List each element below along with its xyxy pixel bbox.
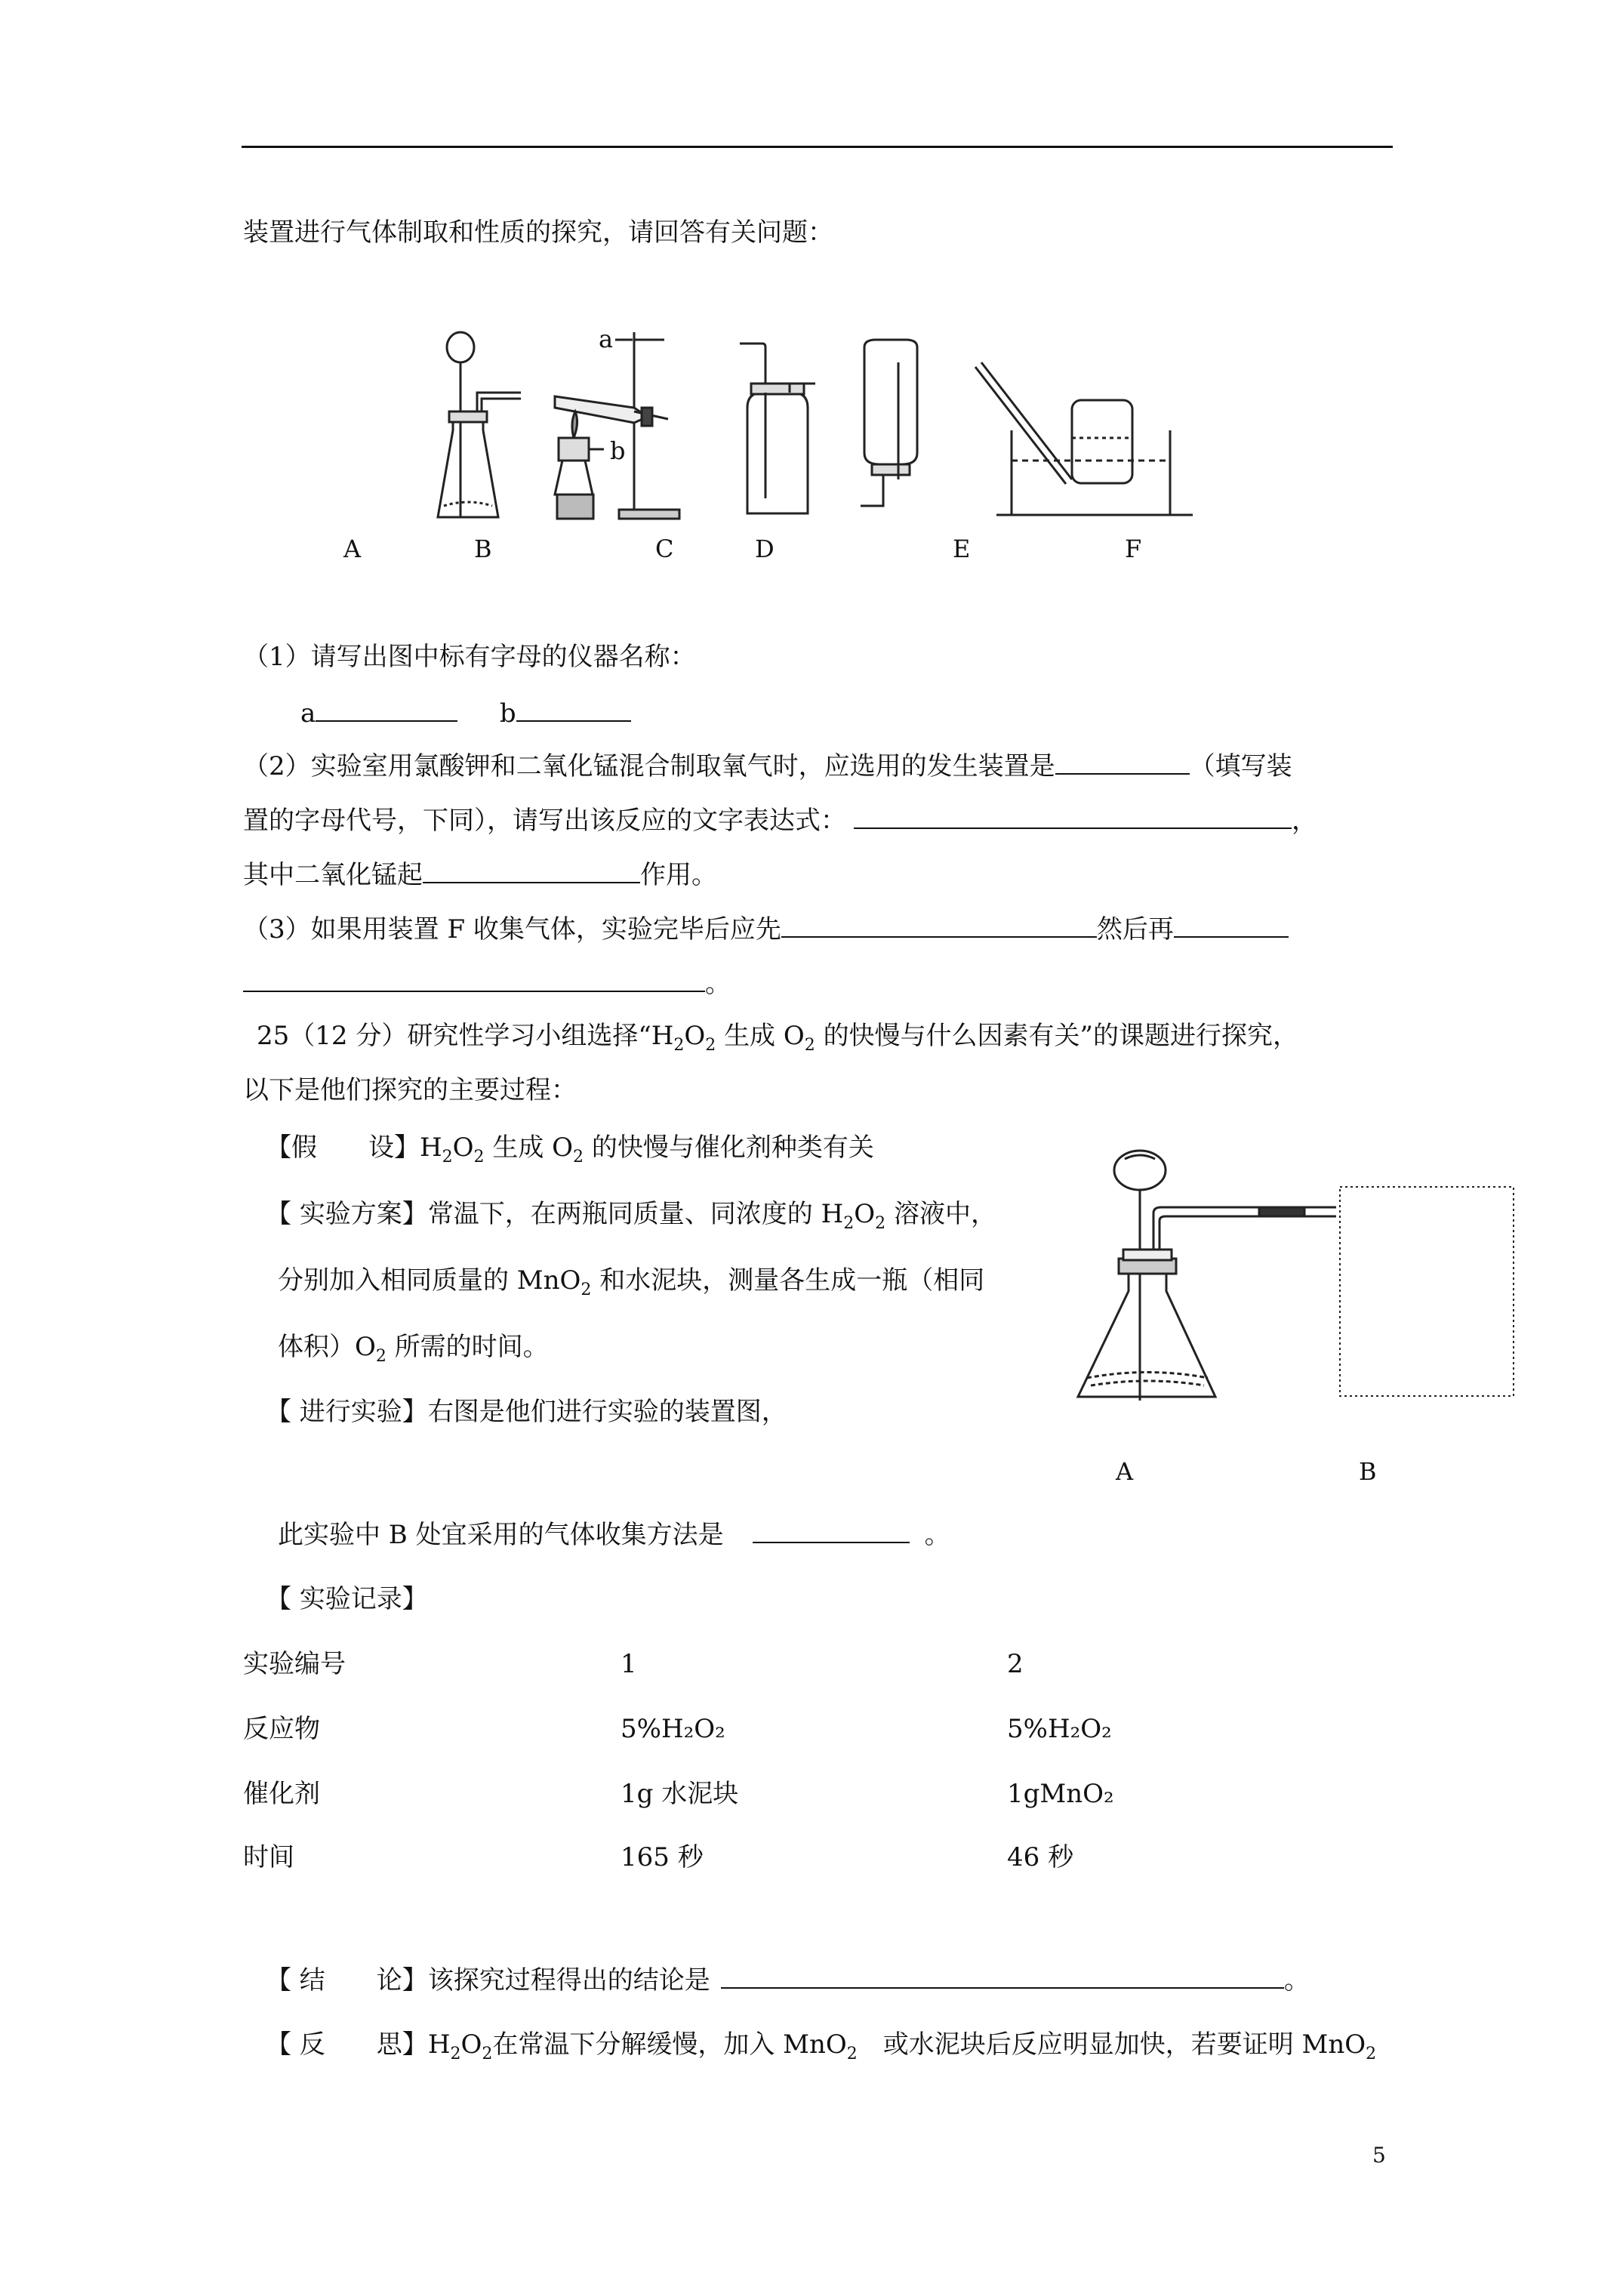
q25-head-b: 生成 O (724, 1021, 805, 1051)
apparatus-label-d: D (755, 535, 775, 563)
plan-line3-a: 体积）O (278, 1332, 376, 1362)
plan-line2-sp (591, 1265, 599, 1296)
q25-record-label: 【 实验记录】 (266, 1584, 428, 1614)
sub-2: 2 (573, 1148, 584, 1166)
reflection-a: H (427, 2029, 451, 2060)
apparatus-heating-setup (555, 332, 679, 519)
hypo-c: 的快慢与催化剂种类有关 (591, 1133, 874, 1163)
intro-text: 装置进行气体制取和性质的探究，请回答有关问题： (243, 217, 833, 248)
q25-experiment (266, 1397, 787, 1427)
sub-2: 2 (450, 2045, 461, 2063)
q2-equation-blank[interactable] (854, 803, 1292, 829)
q2-line1 (243, 749, 1292, 781)
plan-sp (885, 1199, 894, 1229)
reflection-sp (858, 2029, 883, 2060)
plan-line3-b: 所需的时间。 (394, 1332, 549, 1362)
q3-line1-text: （3）如果用装置 F 收集气体，实验完毕后应先 (243, 914, 781, 945)
hypo-b: 生成 O (492, 1133, 574, 1163)
q2-line2-text: 置的字母代号，下同），请写出该反应的文字表达式： (243, 806, 846, 836)
record-row-2-label: 催化剂 (243, 1779, 320, 1809)
q1-a-blank[interactable] (316, 696, 457, 722)
exp-label: 【 进行实验】 (266, 1397, 428, 1427)
sub-2: 2 (375, 1347, 387, 1366)
apparatus-figure (408, 317, 1313, 536)
conclusion-end: 。 (1283, 1965, 1310, 1996)
page-number: 5 (1372, 2143, 1386, 2168)
q25-plan-line2 (278, 1265, 985, 1299)
reflection-b: 在常温下分解缓慢，加入 MnO (492, 2029, 847, 2060)
hypo-a: H (420, 1133, 442, 1163)
sub-2: 2 (843, 1214, 855, 1233)
plan-b: 溶液中， (893, 1199, 996, 1229)
q25-collect (278, 1518, 950, 1550)
reflection-c: 或水泥块后反应明显加快，若要证明 MnO (882, 2029, 1366, 2060)
conclusion-label: 【 结 论】 (266, 1965, 428, 1996)
q25-conclusion (266, 1963, 1310, 1996)
sub-2: 2 (473, 1148, 485, 1166)
sub-2: 2 (1366, 2045, 1377, 2063)
apparatus-water-trough (975, 362, 1193, 515)
q25-head-sp (716, 1021, 724, 1051)
apparatus-flask-funnel (438, 332, 521, 517)
plan-line3-sp (387, 1332, 395, 1362)
q3-mid-text: 然后再 (1096, 914, 1174, 945)
apparatus-wash-bottle (740, 344, 815, 513)
q1-b-label: b (499, 698, 516, 729)
q3-first-blank[interactable] (781, 912, 1097, 938)
sub-2: 2 (673, 1036, 685, 1055)
q2-line1-text: （2）实验室用氯酸钾和二氧化锰混合制取氧气时，应选用的发生装置是 (243, 751, 1055, 781)
apparatus-label-a: A (343, 535, 362, 563)
conclusion-blank[interactable] (721, 1963, 1284, 1989)
q3-line1 (243, 912, 1289, 945)
experiment-label-a: A (1116, 1457, 1134, 1486)
q25-plan-line1 (266, 1199, 996, 1233)
part-label-a: a (599, 325, 614, 353)
plan-o: O (854, 1199, 876, 1229)
q1-answer-line (300, 696, 631, 729)
q25-reflection (266, 2029, 1377, 2063)
hypo-label: 【假 设】 (266, 1133, 420, 1163)
record-row-0-label: 实验编号 (243, 1649, 346, 1679)
q3-end: 。 (705, 969, 731, 999)
collect-end: 。 (924, 1520, 950, 1550)
q2-line3 (243, 858, 717, 890)
q25-hypothesis (266, 1133, 874, 1166)
q3-then-blank[interactable] (1174, 912, 1289, 938)
record-row-1-label: 反应物 (243, 1714, 320, 1744)
hypo-sp2 (584, 1133, 592, 1163)
apparatus-label-f: F (1125, 535, 1142, 563)
collect-text: 此实验中 B 处宜采用的气体收集方法是 (278, 1520, 724, 1550)
reflection-label: 【 反 思】 (266, 2029, 428, 2060)
plan-a: 常温下，在两瓶同质量、同浓度的 H (427, 1199, 844, 1229)
apparatus-inverted-bottle (861, 340, 917, 506)
hypo-sp (485, 1133, 493, 1163)
sub-2: 2 (804, 1036, 815, 1055)
q2-line2-tail: ， (1292, 806, 1317, 836)
q2-line3-tail: 作用。 (640, 860, 717, 890)
q2-line2 (243, 803, 1317, 836)
apparatus-label-b: B (474, 535, 492, 563)
apparatus-label-e: E (953, 535, 971, 563)
sub-2: 2 (482, 2045, 493, 2063)
sub-2: 2 (442, 1148, 453, 1166)
record-row-1-c2: 5%H₂O₂ (1007, 1714, 1112, 1744)
sub-2: 2 (705, 1036, 716, 1055)
exp-text: 右图是他们进行实验的装置图， (427, 1397, 787, 1427)
conclusion-text: 该探究过程得出的结论是 (427, 1965, 710, 1996)
record-row-1-c1: 5%H₂O₂ (621, 1714, 725, 1744)
q25-head-sp2 (815, 1021, 824, 1051)
q1-text: （1）请写出图中标有字母的仪器名称： (243, 642, 696, 672)
q2-line1-tail: （填写装 (1189, 751, 1292, 781)
plan-line2-a: 分别加入相同质量的 MnO (278, 1265, 581, 1296)
record-row-0-c2: 2 (1007, 1649, 1024, 1679)
record-row-0-c1: 1 (621, 1649, 637, 1679)
q25-line2: 以下是他们探究的主要过程： (243, 1075, 577, 1105)
q1-b-blank[interactable] (516, 696, 631, 722)
experiment-apparatus-figure (1064, 1129, 1517, 1408)
record-row-3-label: 时间 (243, 1842, 294, 1872)
apparatus-label-c: C (655, 535, 674, 563)
hypo-o: O (452, 1133, 474, 1163)
q1-a-label: a (300, 698, 316, 729)
q2-line3-text: 其中二氧化锰起 (243, 860, 423, 890)
collect-blank[interactable] (753, 1518, 910, 1543)
plan-line2-b: 和水泥块，测量各生成一瓶（相同 (599, 1265, 985, 1296)
q25-head-o: O (684, 1021, 706, 1051)
header-rule (242, 146, 1393, 148)
record-row-3-c2: 46 秒 (1007, 1842, 1074, 1872)
q25-head-a: 25（12 分）研究性学习小组选择“H (257, 1021, 674, 1051)
experiment-label-b: B (1359, 1457, 1377, 1486)
record-row-3-c1: 165 秒 (621, 1842, 704, 1872)
q25-plan-line3 (278, 1332, 549, 1366)
part-label-b: b (610, 436, 626, 465)
record-row-2-c2: 1gMnO₂ (1007, 1779, 1114, 1809)
sub-2: 2 (875, 1214, 886, 1233)
sub-2: 2 (846, 2045, 858, 2063)
q2-device-blank[interactable] (1055, 749, 1190, 775)
q3-line2 (243, 966, 731, 999)
q2-role-blank[interactable] (423, 858, 640, 883)
record-row-2-c1: 1g 水泥块 (621, 1779, 739, 1809)
q3-then-blank-cont[interactable] (243, 966, 705, 992)
reflection-o: O (460, 2029, 482, 2060)
sub-2: 2 (581, 1281, 592, 1299)
plan-label: 【 实验方案】 (266, 1199, 428, 1229)
q25-head-c: 的快慢与什么因素有关”的课题进行探究， (823, 1021, 1298, 1051)
q25-heading (257, 1021, 1298, 1055)
